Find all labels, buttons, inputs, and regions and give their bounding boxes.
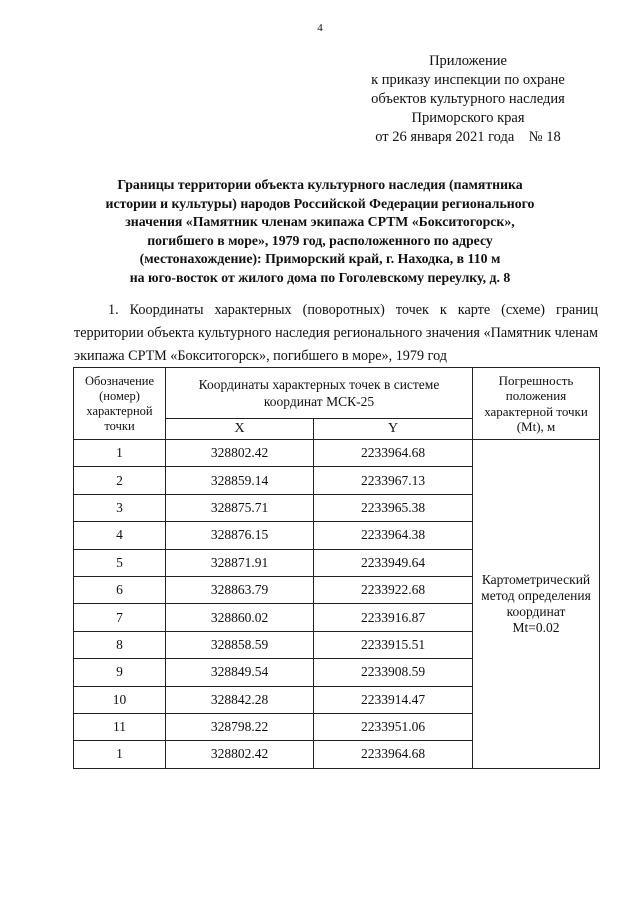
point-number: 11 <box>74 713 166 740</box>
title-line: на юго-восток от жилого дома по Гоголевскому переулку, д. 8 <box>129 269 511 285</box>
method-line: Mt=0.02 <box>512 619 560 635</box>
header-coordinate-system <box>166 368 473 419</box>
header-text: (Mt), м <box>516 419 556 434</box>
method-line: координат <box>506 603 566 619</box>
header-text: положения <box>505 388 567 403</box>
header-text: Обозначение <box>84 373 155 388</box>
point-number: 3 <box>74 494 166 521</box>
point-number: 7 <box>74 604 166 631</box>
y-coordinate: 2233922.68 <box>314 576 473 603</box>
y-coordinate: 2233949.64 <box>314 549 473 576</box>
appendix-line: к приказу инспекции по охране <box>371 72 565 88</box>
x-coordinate: 328860.02 <box>166 604 314 631</box>
header-text: Погрешность <box>498 372 574 388</box>
x-coordinate: 328802.42 <box>166 741 314 768</box>
y-coordinate: 2233965.38 <box>314 494 473 521</box>
title-line: (местонахождение): Приморский край, г. Находка, в 110 м <box>139 251 501 266</box>
table-row <box>74 440 600 467</box>
y-coordinate: 2233916.87 <box>314 604 473 631</box>
document-title <box>70 176 570 287</box>
title-line: истории и культуры) народов Российской Федерации регионального <box>105 195 535 211</box>
point-number: 4 <box>74 522 166 549</box>
y-coordinate: 2233951.06 <box>314 713 473 740</box>
x-coordinate: 328802.42 <box>166 440 314 467</box>
header-text: Координаты характерных точек в системе <box>198 377 440 392</box>
x-coordinate: 328859.14 <box>166 467 314 494</box>
point-number: 10 <box>74 686 166 713</box>
y-coordinate: 2233967.13 <box>314 467 473 494</box>
point-number: 6 <box>74 576 166 603</box>
method-line: Картометрический <box>481 571 591 587</box>
header-error <box>473 368 600 440</box>
x-coordinate: 328863.79 <box>166 576 314 603</box>
y-coordinate: 2233908.59 <box>314 659 473 686</box>
method-cell <box>473 440 600 769</box>
title-line: Границы территории объекта культурного наследия (памятника <box>117 177 523 192</box>
header-y: Y <box>314 419 473 440</box>
header-text: точки <box>104 418 135 433</box>
x-coordinate: 328858.59 <box>166 631 314 658</box>
x-coordinate: 328876.15 <box>166 522 314 549</box>
y-coordinate: 2233915.51 <box>314 631 473 658</box>
point-number: 1 <box>74 440 166 467</box>
title-line: погибшего в море», 1979 год, расположенного по адресу <box>147 232 493 248</box>
y-coordinate: 2233964.38 <box>314 522 473 549</box>
appendix-line: объектов культурного наследия <box>371 91 565 107</box>
page-number: 4 <box>317 22 323 34</box>
point-number: 5 <box>74 549 166 576</box>
header-text: характерной <box>86 403 153 418</box>
x-coordinate: 328842.28 <box>166 686 314 713</box>
appendix-line: Приложение <box>429 53 507 69</box>
y-coordinate: 2233964.68 <box>314 741 473 768</box>
header-point-number <box>74 368 166 440</box>
appendix-line: Приморского края <box>411 110 525 126</box>
x-coordinate: 328798.22 <box>166 713 314 740</box>
x-coordinate: 328849.54 <box>166 659 314 686</box>
x-coordinate: 328871.91 <box>166 549 314 576</box>
point-number: 9 <box>74 659 166 686</box>
y-coordinate: 2233914.47 <box>314 686 473 713</box>
y-coordinate: 2233964.68 <box>314 440 473 467</box>
point-number: 1 <box>74 741 166 768</box>
point-number: 2 <box>74 467 166 494</box>
x-coordinate: 328875.71 <box>166 494 314 521</box>
header-text: координат МСК-25 <box>263 394 375 409</box>
appendix-block <box>358 52 578 147</box>
point-number: 8 <box>74 631 166 658</box>
title-line: значения «Памятник членам экипажа СРТМ «Бокситогорск», <box>125 214 515 229</box>
header-text: (номер) <box>99 388 140 403</box>
coordinates-table <box>73 367 600 769</box>
appendix-line: от 26 января 2021 года № 18 <box>375 129 561 145</box>
method-line: метод определения <box>481 587 591 603</box>
header-text: характерной точки <box>484 403 588 419</box>
intro-paragraph: 1. Координаты характерных (поворотных) точек к карте (схеме) границ территории объекта культурного наследия регионального значения «Памятник членам экипажа СРТМ «Бокситогорск», погибшего в море», 1979 год <box>74 302 598 364</box>
header-x: X <box>166 419 314 440</box>
